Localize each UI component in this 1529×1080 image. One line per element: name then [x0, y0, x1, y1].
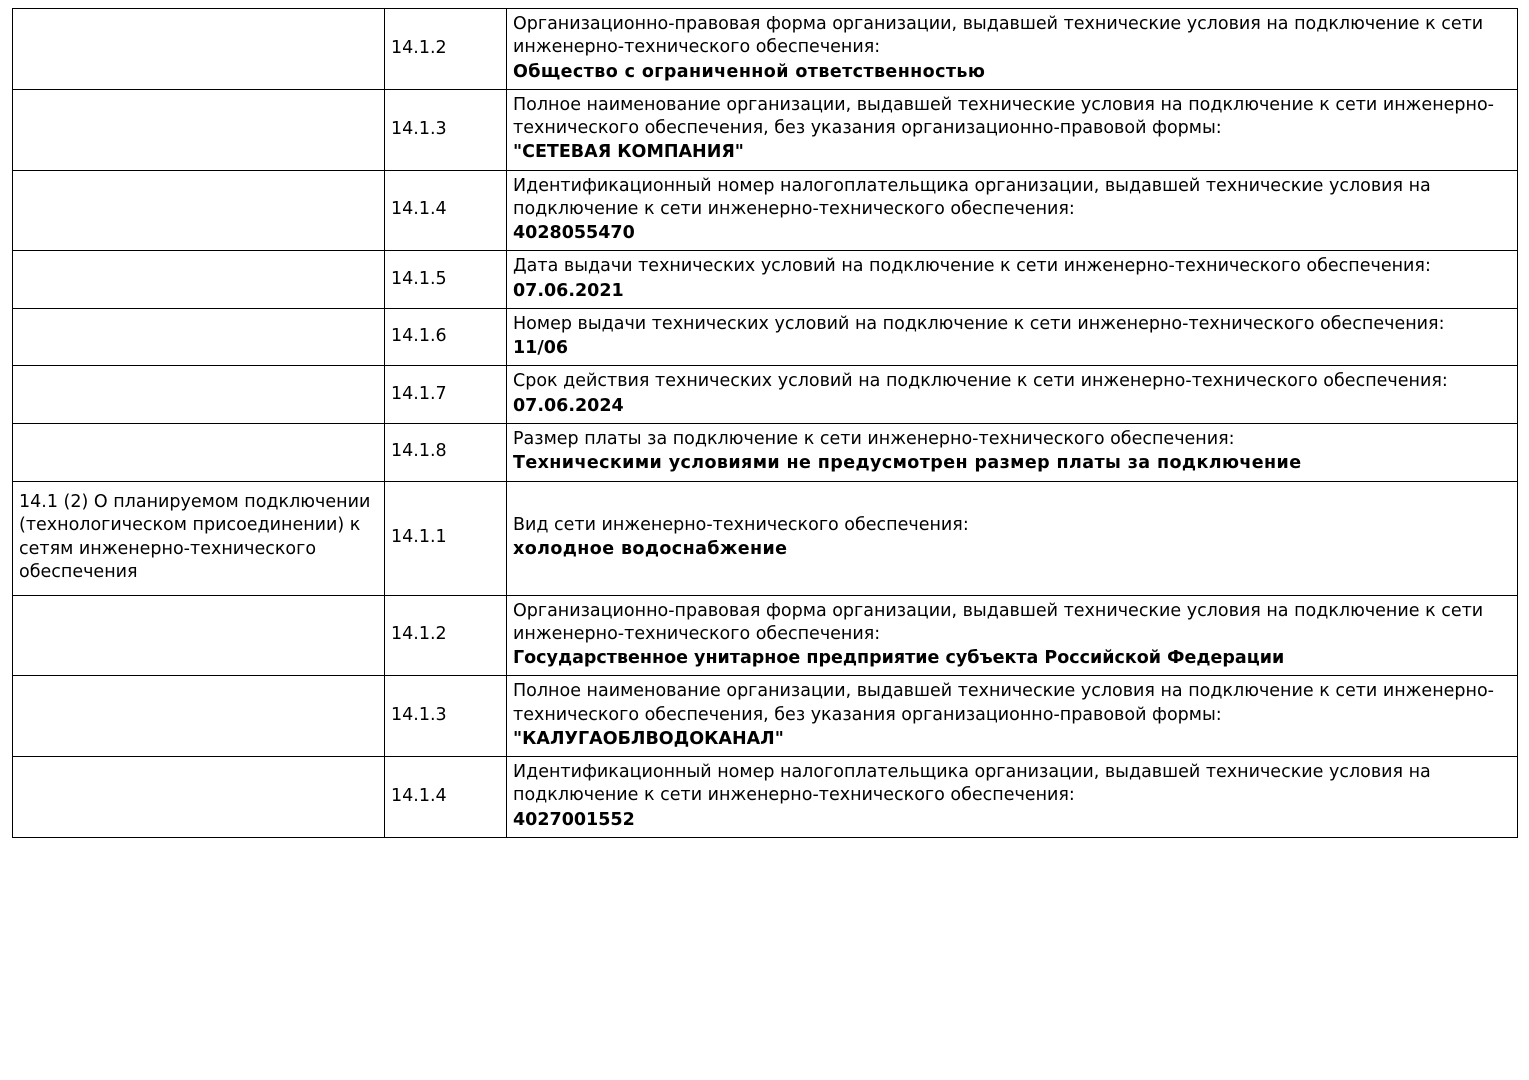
content-cell	[507, 9, 1518, 90]
category-cell	[13, 423, 385, 481]
field-label: Номер выдачи технических условий на подключение к сети инженерно-технического обеспечения:	[513, 313, 1445, 334]
field-label: Полное наименование организации, выдавшей технические условия на подключение к сети инженерно-технического обеспечения, без указания организационно-правовой формы:	[513, 681, 1494, 725]
field-value: 4028055470	[513, 223, 635, 244]
table-row	[13, 366, 1518, 424]
field-label: Срок действия технических условий на подключение к сети инженерно-технического обеспечения:	[513, 371, 1448, 392]
code-cell: 14.1.7	[385, 366, 507, 424]
code-cell: 14.1.2	[385, 9, 507, 90]
field-value: 07.06.2024	[513, 395, 624, 416]
content-cell	[507, 89, 1518, 170]
category-cell	[13, 170, 385, 251]
content-cell	[507, 308, 1518, 366]
field-label: Дата выдачи технических условий на подключение к сети инженерно-технического обеспечения:	[513, 256, 1431, 277]
table-row	[13, 170, 1518, 251]
table-row	[13, 676, 1518, 757]
category-cell	[13, 89, 385, 170]
category-cell	[13, 308, 385, 366]
category-cell	[13, 366, 385, 424]
code-cell: 14.1.5	[385, 251, 507, 309]
field-value: 07.06.2021	[513, 280, 624, 301]
code-cell: 14.1.4	[385, 757, 507, 838]
field-value: Техническими условиями не предусмотрен размер платы за подключение	[513, 453, 1302, 474]
field-label: Организационно-правовая форма организации, выдавшей технические условия на подключение к сети инженерно-технического обеспечения:	[513, 600, 1484, 644]
field-label: Полное наименование организации, выдавшей технические условия на подключение к сети инженерно-технического обеспечения, без указания организационно-правовой формы:	[513, 94, 1494, 139]
code-cell: 14.1.1	[385, 481, 507, 595]
content-cell	[507, 251, 1518, 309]
category-cell	[13, 595, 385, 676]
table-row	[13, 89, 1518, 170]
category-cell	[13, 757, 385, 838]
code-cell: 14.1.8	[385, 423, 507, 481]
content-cell	[507, 757, 1518, 838]
field-value: "КАЛУГАОБЛВОДОКАНАЛ"	[513, 728, 784, 749]
field-value: холодное водоснабжение	[513, 539, 788, 560]
table-row	[13, 595, 1518, 676]
content-cell	[507, 366, 1518, 424]
code-cell: 14.1.4	[385, 170, 507, 251]
category-cell	[13, 676, 385, 757]
field-label: Идентификационный номер налогоплательщика организации, выдавшей технические условия на подключение к сети инженерно-технического обеспечения:	[513, 762, 1431, 806]
table-row	[13, 9, 1518, 90]
field-value: Государственное унитарное предприятие субъекта Российской Федерации	[513, 648, 1285, 669]
content-cell	[507, 595, 1518, 676]
code-cell: 14.1.6	[385, 308, 507, 366]
table-row	[13, 423, 1518, 481]
requirements-table	[12, 8, 1518, 838]
table-row	[13, 251, 1518, 309]
field-value: 4027001552	[513, 809, 635, 830]
table-body	[13, 9, 1518, 838]
code-cell: 14.1.3	[385, 676, 507, 757]
field-label: Вид сети инженерно-технического обеспечения:	[513, 514, 969, 535]
field-label: Идентификационный номер налогоплательщика организации, выдавшей технические условия на подключение к сети инженерно-технического обеспечения:	[513, 175, 1431, 219]
field-value: "СЕТЕВАЯ КОМПАНИЯ"	[513, 142, 744, 163]
content-cell	[507, 170, 1518, 251]
table-row	[13, 481, 1518, 595]
field-label: Размер платы за подключение к сети инженерно-технического обеспечения:	[513, 428, 1235, 449]
field-label: Организационно-правовая форма организации, выдавшей технические условия на подключение к сети инженерно-технического обеспечения:	[513, 14, 1484, 58]
category-cell: 14.1 (2) О планируемом подключении (технологическом присоединении) к сетям инженерно-технического обеспечения	[13, 481, 385, 595]
category-cell	[13, 251, 385, 309]
table-row	[13, 757, 1518, 838]
table-row	[13, 308, 1518, 366]
content-cell	[507, 676, 1518, 757]
content-cell	[507, 423, 1518, 481]
field-value: 11/06	[513, 338, 569, 359]
content-cell	[507, 481, 1518, 595]
code-cell: 14.1.2	[385, 595, 507, 676]
field-value: Общество с ограниченной ответственностью	[513, 61, 986, 82]
code-cell: 14.1.3	[385, 89, 507, 170]
category-cell	[13, 9, 385, 90]
